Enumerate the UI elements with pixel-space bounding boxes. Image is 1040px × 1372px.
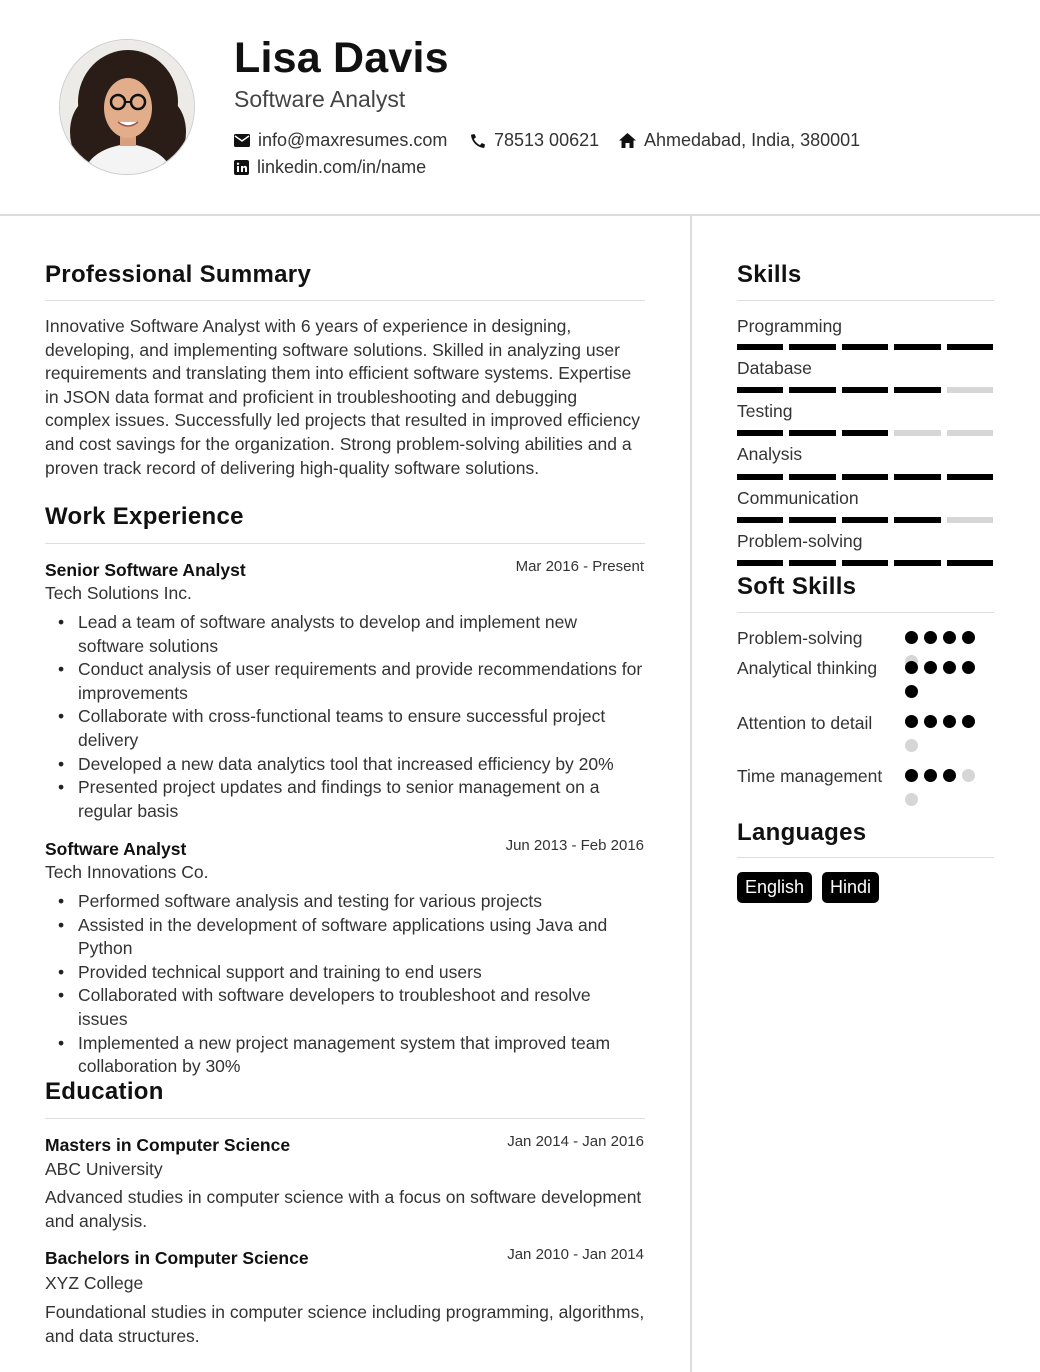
candidate-name: Lisa Davis [234, 34, 449, 82]
column-divider [690, 215, 692, 1372]
languages-rule [737, 857, 994, 858]
skill-bar-segment [947, 517, 993, 523]
languages-heading: Languages [737, 819, 867, 846]
linkedin-icon [234, 160, 249, 175]
skill-level-bar [737, 344, 993, 350]
education-heading: Education [45, 1078, 164, 1105]
skill-bar-segment [789, 387, 835, 393]
skill-bar-segment [789, 344, 835, 350]
envelope-icon [234, 134, 250, 147]
rating-dot [943, 769, 956, 782]
skill-bar-segment [947, 344, 993, 350]
job-title: Software Analyst [45, 839, 187, 859]
job-dates: Jun 2013 - Feb 2016 [505, 837, 644, 854]
skill-name: Analysis [737, 444, 803, 464]
rating-dot [924, 715, 937, 728]
skill-bar-segment [789, 474, 835, 480]
soft-skill-dots [905, 769, 985, 806]
degree-title: Bachelors in Computer Science [45, 1248, 309, 1268]
language-badge: English [737, 872, 812, 903]
job-dates: Mar 2016 - Present [515, 558, 644, 575]
skill-bar-segment [894, 474, 940, 480]
skill-bar-segment [737, 344, 783, 350]
skill-bar-segment [789, 517, 835, 523]
rating-dot [924, 631, 937, 644]
summary-rule [45, 300, 645, 301]
rating-dot [905, 685, 918, 698]
rating-dot [962, 631, 975, 644]
job-title: Senior Software Analyst [45, 560, 246, 580]
home-icon [619, 133, 636, 148]
skill-bar-segment [947, 387, 993, 393]
list-item: • Assisted in the development of software applications using Java and Python [45, 914, 645, 961]
rating-dot [905, 739, 918, 752]
rating-dot [905, 661, 918, 674]
skill-bar-segment [789, 560, 835, 566]
rating-dot [943, 631, 956, 644]
skill-bar-segment [894, 517, 940, 523]
summary-text: Innovative Software Analyst with 6 years of experience in designing, developing, and implementing software solutions. Skilled in analyzing user requirements and translating them into efficient software systems. Expertise in JSON data format and proficient in troubleshooting and debugging complex issues. Successfully led projects that resulted in improved efficiency and cost savings for the organization. Strong problem-solving abilities and a proven track record of delivering high-quality software solutions. [45, 316, 640, 478]
skill-bar-segment [947, 430, 993, 436]
skill-name: Problem-solving [737, 531, 863, 551]
skill-bar-segment [737, 387, 783, 393]
job-bullets [45, 611, 645, 823]
skill-level-bar [737, 474, 993, 480]
list-item: • Collaborated with software developers to troubleshoot and resolve issues [45, 984, 645, 1031]
skill-bar-segment [737, 474, 783, 480]
skill-bar-segment [894, 344, 940, 350]
rating-dot [962, 715, 975, 728]
profile-photo [60, 40, 195, 175]
soft-skill-dots [905, 661, 985, 698]
rating-dot [943, 715, 956, 728]
list-item: • Implemented a new project management system that improved team collaboration by 30% [45, 1032, 645, 1079]
rating-dot [905, 715, 918, 728]
language-badge: Hindi [822, 872, 879, 903]
resume-header [0, 0, 1040, 216]
job-bullets [45, 890, 645, 1079]
contact-linkedin[interactable] [234, 157, 426, 178]
rating-dot [905, 793, 918, 806]
skill-bar-segment [842, 387, 888, 393]
skills-rule [737, 300, 994, 301]
list-item: • Performed software analysis and testing for various projects [45, 890, 645, 914]
school-name: ABC University [45, 1159, 163, 1179]
location-text: Ahmedabad, India, 380001 [644, 130, 861, 150]
education-rule [45, 1118, 645, 1119]
rating-dot [943, 661, 956, 674]
skill-bar-segment [737, 560, 783, 566]
degree-dates: Jan 2014 - Jan 2016 [507, 1133, 644, 1150]
experience-heading: Work Experience [45, 503, 244, 530]
avatar [59, 39, 195, 175]
skill-bar-segment [842, 517, 888, 523]
rating-dot [905, 631, 918, 644]
rating-dot [962, 661, 975, 674]
soft-skill-name: Time management [737, 766, 883, 786]
skill-bar-segment [894, 560, 940, 566]
soft-skills-rule [737, 612, 994, 613]
skill-level-bar [737, 430, 993, 436]
contact-location [619, 130, 860, 151]
experience-rule [45, 543, 645, 544]
skill-bar-segment [947, 560, 993, 566]
job-company: Tech Solutions Inc. [45, 583, 192, 603]
list-item: • Collaborate with cross-functional teams to ensure successful project delivery [45, 705, 645, 752]
skill-bar-segment [947, 474, 993, 480]
skills-heading: Skills [737, 261, 802, 288]
rating-dot [924, 661, 937, 674]
degree-description: Advanced studies in computer science with a focus on software development and analysis. [45, 1187, 642, 1231]
rating-dot [962, 769, 975, 782]
degree-dates: Jan 2010 - Jan 2014 [507, 1246, 644, 1263]
skill-name: Testing [737, 401, 793, 421]
rating-dot [924, 769, 937, 782]
skill-bar-segment [842, 344, 888, 350]
skill-name: Programming [737, 316, 843, 336]
contact-phone[interactable] [470, 130, 599, 151]
list-item: • Conduct analysis of user requirements and provide recommendations for improvements [45, 658, 645, 705]
list-item: • Lead a team of software analysts to develop and implement new software solutions [45, 611, 645, 658]
contact-email[interactable] [234, 130, 447, 151]
soft-skill-name: Analytical thinking [737, 658, 878, 678]
soft-skill-name: Attention to detail [737, 713, 873, 733]
degree-title: Masters in Computer Science [45, 1135, 291, 1155]
skill-level-bar [737, 560, 993, 566]
job-company: Tech Innovations Co. [45, 862, 209, 882]
email-text: info@maxresumes.com [258, 130, 448, 150]
phone-icon [470, 133, 486, 149]
skill-bar-segment [842, 474, 888, 480]
candidate-title: Software Analyst [234, 86, 406, 112]
list-item: • Developed a new data analytics tool that increased efficiency by 20% [45, 753, 645, 777]
skill-level-bar [737, 387, 993, 393]
skill-bar-segment [737, 430, 783, 436]
skill-name: Communication [737, 488, 859, 508]
skill-bar-segment [789, 430, 835, 436]
skill-name: Database [737, 358, 812, 378]
skill-bar-segment [894, 387, 940, 393]
skill-bar-segment [842, 430, 888, 436]
list-item: • Provided technical support and training to end users [45, 961, 645, 985]
school-name: XYZ College [45, 1273, 144, 1293]
linkedin-text: linkedin.com/in/name [257, 157, 427, 177]
list-item: • Presented project updates and findings to senior management on a regular basis [45, 776, 645, 823]
phone-text: 78513 00621 [494, 130, 600, 150]
skill-bar-segment [894, 430, 940, 436]
soft-skill-name: Problem-solving [737, 628, 863, 648]
soft-skill-dots [905, 715, 985, 752]
skill-level-bar [737, 517, 993, 523]
skill-bar-segment [842, 560, 888, 566]
soft-skills-heading: Soft Skills [737, 573, 857, 600]
skill-bar-segment [737, 517, 783, 523]
summary-heading: Professional Summary [45, 261, 312, 288]
degree-description: Foundational studies in computer science including programming, algorithms, and data structures. [45, 1302, 645, 1346]
rating-dot [905, 769, 918, 782]
